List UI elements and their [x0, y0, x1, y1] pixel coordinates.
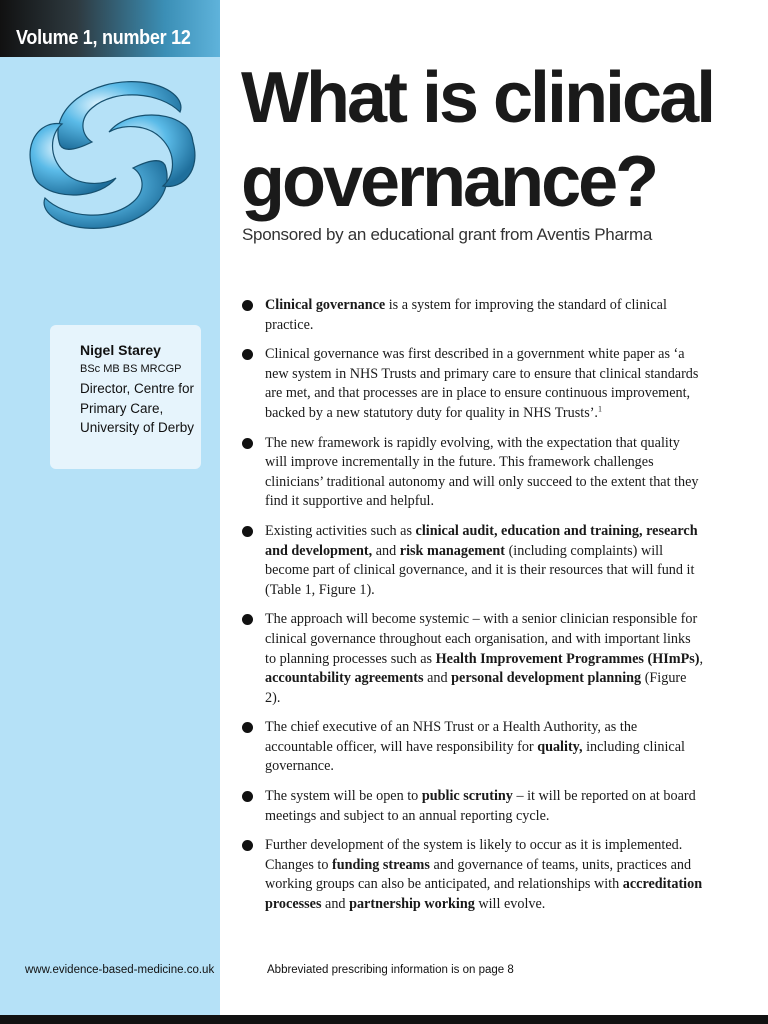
author-role: Director, Centre for Primary Care, University of Derby: [80, 381, 195, 435]
author-qualifications: BSc MB BS MRCGP: [80, 363, 182, 375]
bold-term: Clinical governance: [265, 297, 386, 313]
text-segment: will evolve.: [474, 896, 546, 913]
bullet-icon: [242, 526, 253, 537]
footnote-ref: 1: [597, 404, 602, 414]
list-item: [242, 718, 704, 777]
author-name: Nigel Starey: [80, 342, 161, 358]
text-segment: is a system for improving the standard of clinical practice.: [265, 297, 667, 333]
text-segment: and: [372, 542, 400, 559]
bold-term: quality,: [537, 738, 583, 755]
text-segment: ,: [699, 650, 704, 667]
text-segment: Existing activities such as: [265, 522, 416, 539]
text-segment: The approach will become systemic – with a senior clinician responsible for clinical governance throughout each organisation, and with important links to planning processes such as: [265, 611, 698, 667]
bullet-icon: [242, 840, 253, 851]
text-segment: including clinical governance.: [265, 738, 685, 775]
bullet-icon: [242, 614, 253, 625]
list-item: [242, 836, 704, 914]
volume-banner: [0, 0, 220, 57]
text-segment: The new framework is rapidly evolving, with the expectation that quality will improve incrementally in the future. This framework challenges clinicians’ traditional autonomy and will only succeed to the extent that they find it supportive and helpful.: [265, 434, 699, 510]
list-item: [242, 787, 704, 826]
list-item: [242, 296, 704, 335]
bold-term: accreditation processes: [265, 876, 703, 913]
prescribing-note: Abbreviated prescribing information is on page 8: [267, 964, 514, 976]
text-segment: (including complaints) will become part of clinical governance, and it is their resources that will fund it (Table 1, Figure 1).: [265, 542, 695, 598]
text-segment: The system will be open to: [265, 788, 422, 805]
bold-term: accountability agreements: [265, 670, 424, 687]
sponsor-line: Sponsored by an educational grant from Aventis Pharma: [242, 225, 652, 244]
text-segment: Clinical governance was first described in a government white paper as ‘a new system in NHS Trusts and primary care to ensure that clinical standards are met, and that processes are in place to ensure continuous improvement, backed by a new statutory duty for quality in NHS Trusts’.: [265, 346, 699, 421]
bold-term: Health Improvement Programmes (HImPs): [435, 650, 700, 667]
bullet-icon: [242, 722, 253, 733]
bold-term: public scrutiny: [421, 788, 513, 805]
bold-term: partnership working: [349, 896, 475, 913]
text-segment: – it will be reported on at board meetings and subject to an annual reporting cycle.: [265, 788, 696, 824]
text-segment: The chief executive of an NHS Trust or a Health Authority, as the accountable officer, will have responsibility for: [265, 719, 638, 755]
bottom-rule: [0, 1015, 768, 1024]
text-segment: Further development of the system is likely to occur as it is implemented. Changes to: [265, 837, 683, 873]
text-segment: and: [321, 896, 350, 913]
bold-term: funding streams: [332, 856, 430, 873]
list-item: [242, 434, 704, 512]
bold-term: clinical audit, education and training, research and development,: [265, 522, 698, 559]
text-segment: (Figure 2).: [265, 670, 687, 706]
bullet-icon: [242, 791, 253, 802]
list-item: [242, 522, 704, 600]
text-segment: and governance of teams, units, practices and working groups can also be anticipated, and relationships with: [265, 856, 692, 893]
page-title: What is clinical governance?: [241, 58, 714, 222]
bold-term: personal development planning: [451, 670, 642, 687]
key-points-list: [242, 296, 704, 915]
list-item: [242, 345, 704, 423]
text-segment: and: [423, 670, 452, 687]
swirl-logo: [20, 70, 205, 240]
bullet-icon: [242, 438, 253, 449]
volume-label: Volume 1, number 12: [16, 27, 191, 49]
bold-term: risk management: [399, 542, 506, 559]
list-item: [242, 610, 704, 708]
bullet-icon: [242, 300, 253, 311]
website-link[interactable]: www.evidence-based-medicine.co.uk: [25, 964, 215, 976]
bullet-icon: [242, 349, 253, 360]
